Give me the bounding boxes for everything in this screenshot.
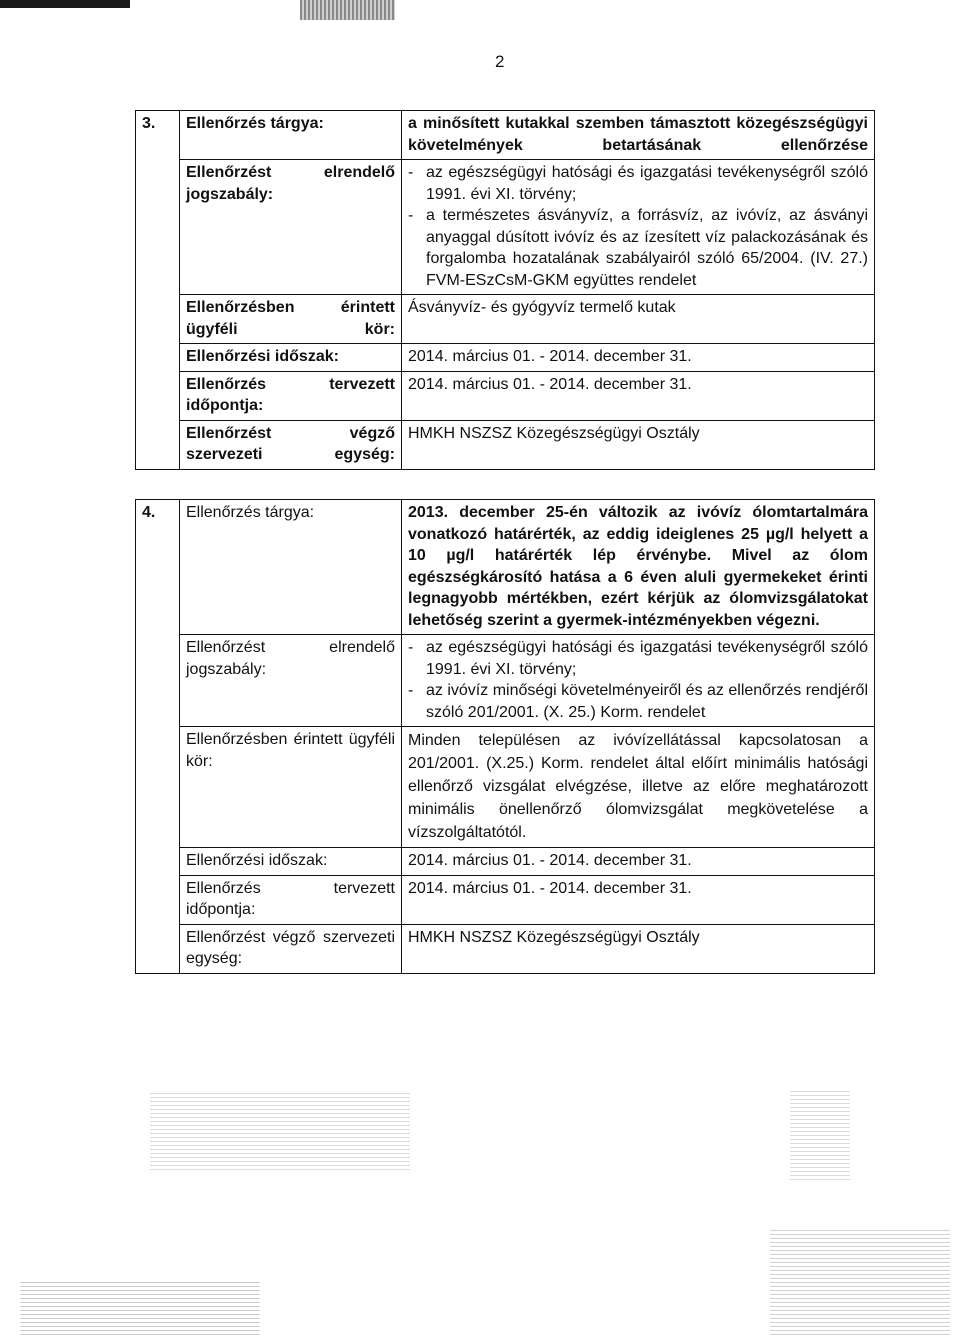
- period-label: Ellenőrzési időszak:: [180, 344, 402, 372]
- law-label: Ellenőrzést elrendelő jogszabály:: [180, 160, 402, 295]
- section-number: 4.: [136, 500, 180, 635]
- scan-artifact-smudge: [20, 1280, 260, 1335]
- subject-value: 2013. december 25-én változik az ivóvíz ólomtartalmára vonatkozó határérték, az eddig ideiglenes 25 µg/l helyett a 10 µg/l határérték lép érvénybe. Mivel az ólom egészségkárosító hatása a 6 éven aluli gyermekeket érinti legnagyobb mértékben, ezért kérjük az ólomvizsgálatokat lehetőség szerint a gyermek-intézményekben végezni.: [402, 500, 875, 635]
- law-list: [402, 635, 875, 727]
- period-value: 2014. március 01. - 2014. december 31.: [402, 848, 875, 876]
- clients-value: Minden településen az ivóvízellátással kapcsolatosan a 201/2001. (X.25.) Korm. rendelet által előírt minimális hatósági ellenőrző vizsgálat elvégzése, illetve az előre meghatározott minimális önellenőrző ólomvizsgálat megkövetelése a vízszolgáltatótól.: [402, 727, 875, 848]
- table-row: [136, 371, 875, 420]
- table-row: [136, 727, 875, 848]
- scan-artifact-smudge: [790, 1090, 850, 1180]
- clients-label: Ellenőrzésben érintett ügyféli kör:: [180, 727, 402, 848]
- table-row: [136, 420, 875, 469]
- subject-value: a minősített kutakkal szemben támasztott közegészségügyi követelmények betartásának ellenőrzése: [402, 111, 875, 160]
- page-number: 2: [495, 52, 505, 71]
- table-row: [136, 344, 875, 372]
- planned-value: 2014. március 01. - 2014. december 31.: [402, 371, 875, 420]
- law-list: [402, 160, 875, 295]
- planned-label: Ellenőrzés tervezett időpontja:: [180, 371, 402, 420]
- subject-label: Ellenőrzés tárgya:: [180, 111, 402, 160]
- table-row: [136, 635, 875, 727]
- period-label: Ellenőrzési időszak:: [180, 848, 402, 876]
- section-3-table: [135, 110, 875, 470]
- clients-value: Ásványvíz- és gyógyvíz termelő kutak: [402, 295, 875, 344]
- law-item: - az egészségügyi hatósági és igazgatási tevékenységről szóló 1991. évi XI. törvény;: [408, 639, 868, 678]
- law-item: - a természetes ásványvíz, a forrásvíz, az ivóvíz, az ásványi anyaggal dúsított ivóvíz és az ízesített víz palackozásának és forgalomba hozatalának szabályairól szóló 65/2004. (IV. 27.) FVM-ESzCsM-GKM együttes rendelet: [408, 207, 868, 289]
- table-row: [136, 924, 875, 973]
- section-number: 3.: [136, 111, 180, 160]
- table-row: [136, 160, 875, 295]
- org-value: HMKH NSZSZ Közegészségügyi Osztály: [402, 924, 875, 973]
- law-item: - az egészségügyi hatósági és igazgatási tevékenységről szóló 1991. évi XI. törvény;: [408, 164, 868, 203]
- org-label: Ellenőrzést végző szervezeti egység:: [180, 420, 402, 469]
- law-label: Ellenőrzést elrendelő jogszabály:: [180, 635, 402, 727]
- scan-artifact-blob: [300, 0, 395, 20]
- table-row: [136, 500, 875, 635]
- subject-label: Ellenőrzés tárgya:: [180, 500, 402, 635]
- table-row: [136, 875, 875, 924]
- section-4-table: [135, 499, 875, 974]
- scan-artifact-smudge: [770, 1230, 950, 1335]
- table-row: [136, 295, 875, 344]
- planned-value: 2014. március 01. - 2014. december 31.: [402, 875, 875, 924]
- scan-artifact-smudge: [150, 1090, 410, 1170]
- org-label: Ellenőrzést végző szervezeti egység:: [180, 924, 402, 973]
- planned-label: Ellenőrzés tervezett időpontja:: [180, 875, 402, 924]
- table-row: [136, 111, 875, 160]
- scan-artifact-top: [0, 0, 130, 8]
- table-row: [136, 848, 875, 876]
- org-value: HMKH NSZSZ Közegészségügyi Osztály: [402, 420, 875, 469]
- clients-label: Ellenőrzésben érintett ügyféli kör:: [180, 295, 402, 344]
- law-item: - az ivóvíz minőségi követelményeiről és az ellenőrzés rendjéről szóló 201/2001. (X. 25.) Korm. rendelet: [408, 682, 868, 721]
- period-value: 2014. március 01. - 2014. december 31.: [402, 344, 875, 372]
